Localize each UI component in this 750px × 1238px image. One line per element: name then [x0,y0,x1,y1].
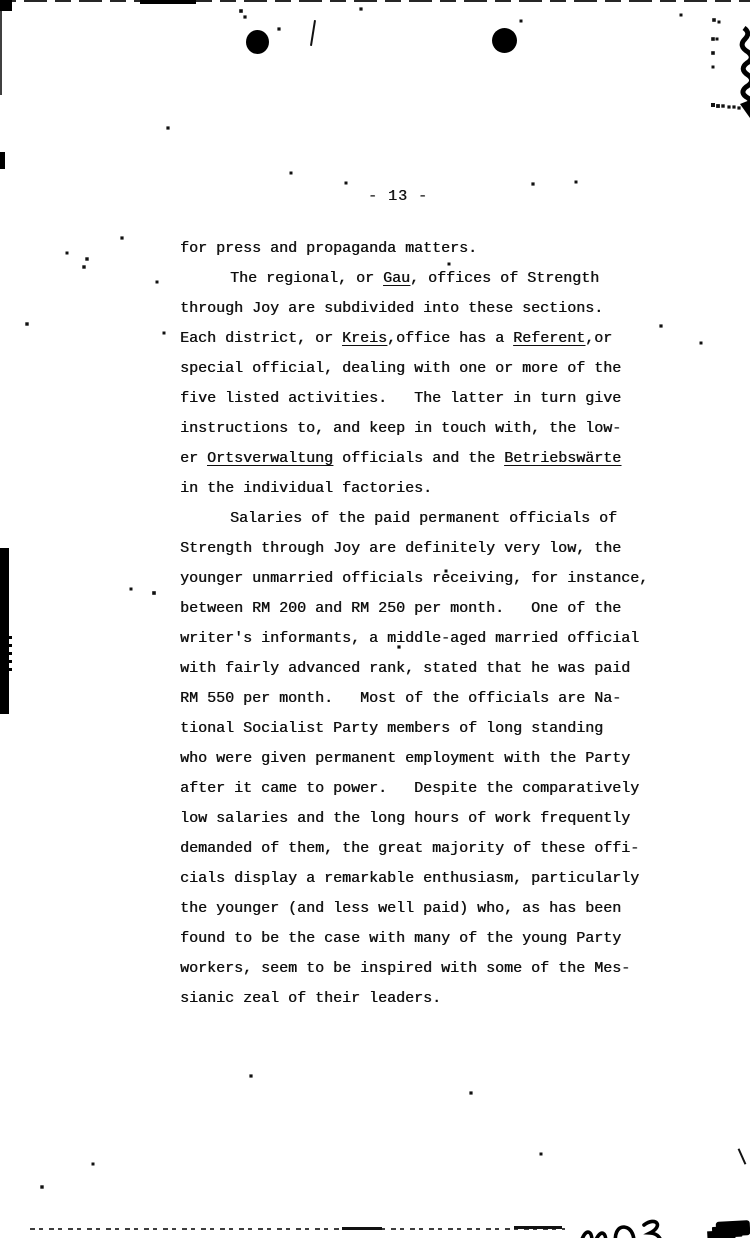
scan-artifact-top-edge [0,0,750,2]
text-line: between RM 200 and RM 250 per month. One of the [180,600,622,617]
text-line: in the individual factories. [180,480,433,497]
margin-scribble-mark [734,26,750,118]
scan-artifact-left-edge [0,0,2,95]
text-line: Strength through Joy are definitely very low, the [180,540,622,557]
text-line: low salaries and the long hours of work frequently [180,810,631,827]
page-number: - 13 - [368,188,429,205]
hole-punch-left [246,30,269,54]
document-body [180,234,648,1014]
text-line: er Ortsverwaltung officials and the Betriebswärte [180,450,622,467]
handwritten-note [574,1200,678,1238]
text-line: instructions to, and keep in touch with, the low- [180,420,622,437]
text-line: RM 550 per month. Most of the officials are Na- [180,690,622,707]
scan-noise-specks [0,0,2,2]
hole-punch-right [492,28,517,53]
text-line: Each district, or Kreis,office has a Referent,or [180,330,613,347]
scan-artifact-top-edge-thick [140,0,196,4]
text-line: who were given permanent employment with the Party [180,750,631,767]
scan-artifact-bottom-line [30,1228,565,1230]
text-line: workers, seem to be inspired with some of the Mes- [180,960,631,977]
scan-artifact-bottom-dash [514,1226,562,1229]
scan-artifact-corner-smudge [716,1220,750,1237]
text-line: through Joy are subdivided into these sections. [180,300,604,317]
text-line: demanded of them, the great majority of these offi- [180,840,640,857]
text-line: Salaries of the paid permanent officials of [230,510,618,527]
scan-artifact-slash [310,20,316,46]
text-line: tional Socialist Party members of long standing [180,720,604,737]
text-line: found to be the case with many of the young Party [180,930,622,947]
scan-artifact-bottom-dash [342,1227,382,1230]
scan-artifact-diagonal [738,1148,747,1164]
text-line: younger unmarried officials receiving, for instance, [180,570,649,587]
text-line: with fairly advanced rank, stated that he was paid [180,660,631,677]
text-line: after it came to power. Despite the comparatively [180,780,640,797]
text-line: five listed activities. The latter in turn give [180,390,622,407]
text-line: cials display a remarkable enthusiasm, particularly [180,870,640,887]
text-line: sianic zeal of their leaders. [180,990,442,1007]
text-line: writer's informants, a middle-aged married official [180,630,640,647]
text-line: special official, dealing with one or more of the [180,360,622,377]
text-line: for press and propaganda matters. [180,240,478,257]
text-line: The regional, or Gau, offices of Strength [230,270,600,287]
text-line: the younger (and less well paid) who, as has been [180,900,622,917]
scan-artifact-left-bar [0,548,9,714]
scan-artifact-left-blob [0,152,5,169]
